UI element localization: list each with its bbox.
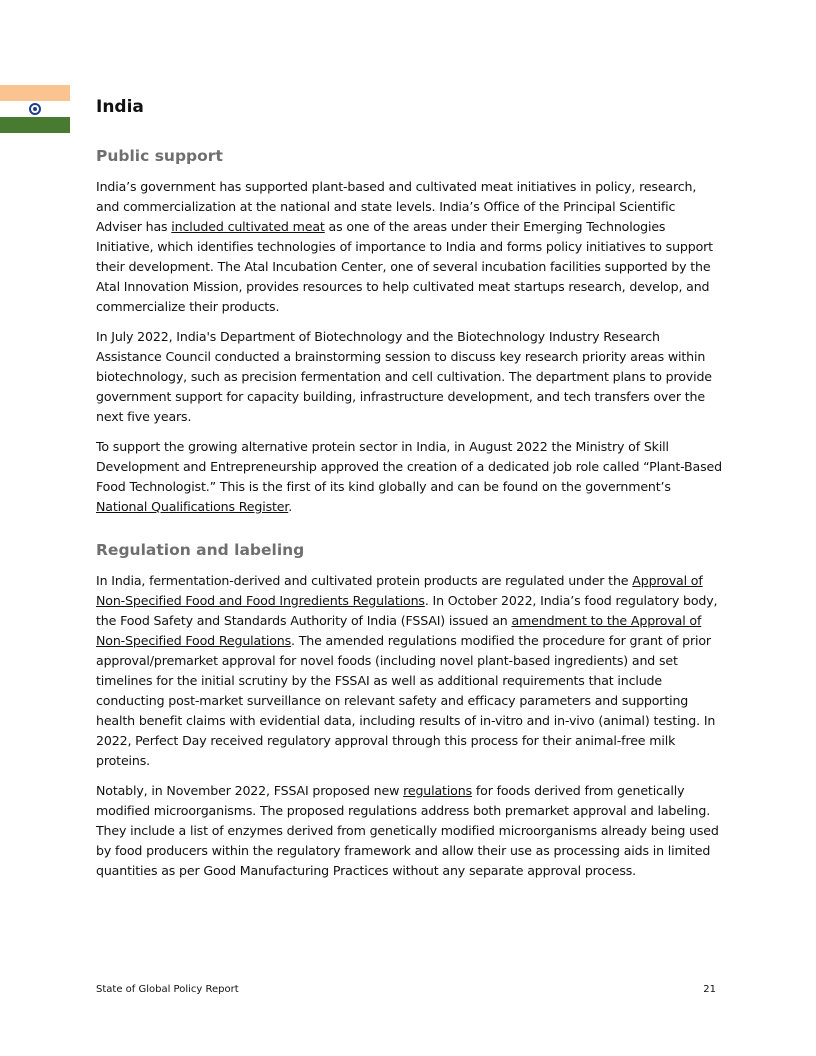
section-heading-regulation: Regulation and labeling [96,541,305,559]
paragraph-public-support-3: To support the growing alternative protein sector in India, in August 2022 the Ministry of Skill Development and Entrepreneurship approved the creation of a dedicated job role called “Plant-Based Food Technologist.” This is the first of its kind globally and can be found on the government’s National Qualifications Register. [96,439,722,514]
paragraph-regulation-1: In India, fermentation-derived and cultivated protein products are regulated under the Approval of Non-Specified Food and Food Ingredients Regulations. In October 2022, India’s food regulatory body, the Food Safety and Standards Authority of India (FSSAI) issued an amendment to the Approval of Non-Specified Food Regulations. The amended regulations modified the procedure for grant of prior approval/premarket approval for novel foods (including novel plant-based ingredients) and set timelines for the initial scrutiny by the FSSAI as well as additional requirements that include conducting post-market surveillance on relevant safety and efficacy parameters and supporting health benefit claims with evidential data, including results of in-vitro and in-vivo (animal) testing. In 2022, Perfect Day received regulatory approval through this process for their animal-free milk proteins. [96,573,718,768]
flag-green-stripe [0,117,70,133]
flag-white-stripe [0,101,70,117]
page-content [96,145,722,891]
paragraph-public-support-1: India’s government has supported plant-based and cultivated meat initiatives in policy, research, and commercialization at the national and state levels. India’s Office of the Principal Scientific Adviser has included cultivated meat as one of the areas under their Emerging Technologies Initiative, which identifies technologies of importance to India and forms policy initiatives to support their development. The Atal Incubation Center, one of several incubation facilities supported by the Atal Innovation Mission, provides resources to help cultivated meat startups research, develop, and commercialize their products. [96,179,713,314]
section-heading-public-support: Public support [96,147,223,165]
flag-saffron-stripe [0,85,70,101]
link-regulations[interactable]: regulations [403,783,472,798]
footer-report-title: State of Global Policy Report [96,984,239,995]
link-amendment-approval-regulations[interactable]: amendment to the Approval of Non-Specified Food Regulations [96,613,702,648]
link-approval-non-specified-food-regulations[interactable]: Approval of Non-Specified Food and Food Ingredients Regulations [96,573,703,608]
paragraph-public-support-2: In July 2022, India's Department of Biotechnology and the Biotechnology Industry Research Assistance Council conducted a brainstorming session to discuss key research priority areas within biotechnology, such as precision fermentation and cell cultivation. The department plans to provide government support for capacity building, infrastructure development, and tech transfers over the next five years. [96,329,712,424]
paragraph-regulation-2: Notably, in November 2022, FSSAI proposed new regulations for foods derived from genetically modified microorganisms. The proposed regulations address both premarket approval and labeling. They include a list of enzymes derived from genetically modified microorganisms already being used by food producers within the regulatory framework and allow their use as processing aids in limited quantities as per Good Manufacturing Practices without any separate approval process. [96,783,719,878]
ashoka-chakra-icon [29,103,41,115]
link-national-qualifications-register[interactable]: National Qualifications Register [96,499,289,514]
footer-page-number: 21 [703,984,716,995]
india-flag-icon [0,85,70,133]
link-included-cultivated-meat[interactable]: included cultivated meat [171,219,325,234]
country-heading: India [96,97,144,117]
